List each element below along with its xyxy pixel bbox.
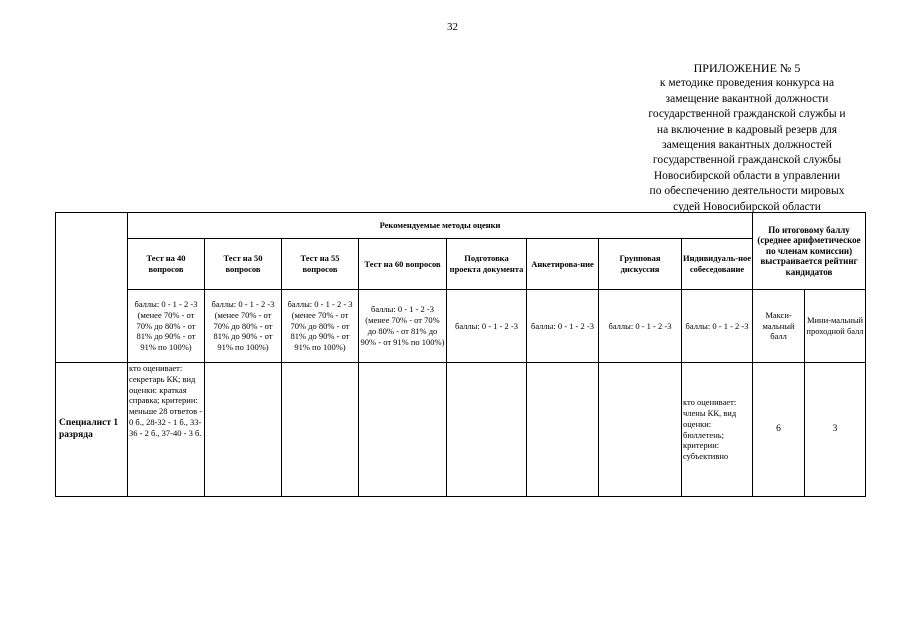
- test40-criteria-cell: кто оценивает: секретарь КК; вид оценки: краткая справка; критерии: меньше 28 ответов - 0 б., 28-32 - 1 б., 33-36 - 2 б., 37-40 - 3 б.: [128, 363, 205, 497]
- scale-document: баллы: 0 - 1 - 2 -3: [447, 290, 527, 363]
- min-score-label: Мини-мальный проходной балл: [805, 290, 866, 363]
- appendix-line: государственной гражданской службы: [652, 154, 842, 167]
- appendix-line: замещения вакантных должностей: [662, 139, 832, 152]
- grade-cell: Специалист 1 разряда: [56, 363, 128, 497]
- scale-test55: баллы: 0 - 1 - 2 - 3 (менее 70% - от 70% до 80% - от 81% до 90% - от 91% по 100%): [282, 290, 359, 363]
- final-score-header: По итоговому баллу (среднее арифметическое по членам комиссии) выстраивается рейтинг кандидатов: [753, 213, 866, 290]
- recommended-methods-header: Рекомендуемые методы оценки: [128, 213, 753, 239]
- method-header-test50: Тест на 50 вопросов: [205, 239, 282, 290]
- appendix-line: Новосибирской области в управлении: [653, 169, 841, 182]
- appendix-line: судей Новосибирской области: [673, 200, 821, 213]
- scale-interview: баллы: 0 - 1 - 2 -3: [682, 290, 753, 363]
- document-cell: [447, 363, 527, 497]
- appendix-title: ПРИЛОЖЕНИЕ № 5: [693, 61, 801, 75]
- scale-test60: баллы: 0 - 1 - 2 -3 (менее 70% - от 70% до 80% - от 81% до 90% - от 91% по 100%): [359, 290, 447, 363]
- scale-survey: баллы: 0 - 1 - 2 -3: [527, 290, 599, 363]
- appendix-block: [622, 61, 872, 215]
- method-header-group: Групповая дискуссия: [599, 239, 682, 290]
- corner-cell: [56, 213, 128, 363]
- appendix-line: замещение вакантной должности: [665, 92, 829, 105]
- group-cell: [599, 363, 682, 497]
- table-row: [56, 363, 866, 497]
- scale-test50: баллы: 0 - 1 - 2 -3 (менее 70% - от 70% до 80% - от 81% до 90% - от 91% по 100%): [205, 290, 282, 363]
- test60-cell: [359, 363, 447, 497]
- method-header-document: Подготовка проекта документа: [447, 239, 527, 290]
- page-number: 32: [447, 21, 458, 33]
- assessment-table: [55, 212, 866, 497]
- appendix-line: на включение в кадровый резерв для: [656, 123, 838, 136]
- survey-cell: [527, 363, 599, 497]
- max-score-label: Макси-мальный балл: [753, 290, 805, 363]
- method-header-test60: Тест на 60 вопросов: [359, 239, 447, 290]
- method-header-test55: Тест на 55 вопросов: [282, 239, 359, 290]
- method-header-test40: Тест на 40 вопросов: [128, 239, 205, 290]
- scale-test40: баллы: 0 - 1 - 2 -3 (менее 70% - от 70% до 80% - от 81% до 90% - от 91% по 100%): [128, 290, 205, 363]
- test55-cell: [282, 363, 359, 497]
- appendix-line: государственной гражданской службы и: [648, 108, 846, 121]
- max-score-cell: 6: [753, 363, 805, 497]
- appendix-line: по обеспечению деятельности мировых: [649, 185, 845, 198]
- method-header-interview: Индивидуаль-ное собеседование: [682, 239, 753, 290]
- test50-cell: [205, 363, 282, 497]
- appendix-line: к методике проведения конкурса на: [659, 77, 835, 90]
- scale-group: баллы: 0 - 1 - 2 -3: [599, 290, 682, 363]
- interview-criteria-cell: кто оценивает: члены КК, вид оценки: бюллетень; критерии: субъективно: [682, 363, 753, 497]
- method-header-survey: Анкетирова-ние: [527, 239, 599, 290]
- min-score-cell: 3: [805, 363, 866, 497]
